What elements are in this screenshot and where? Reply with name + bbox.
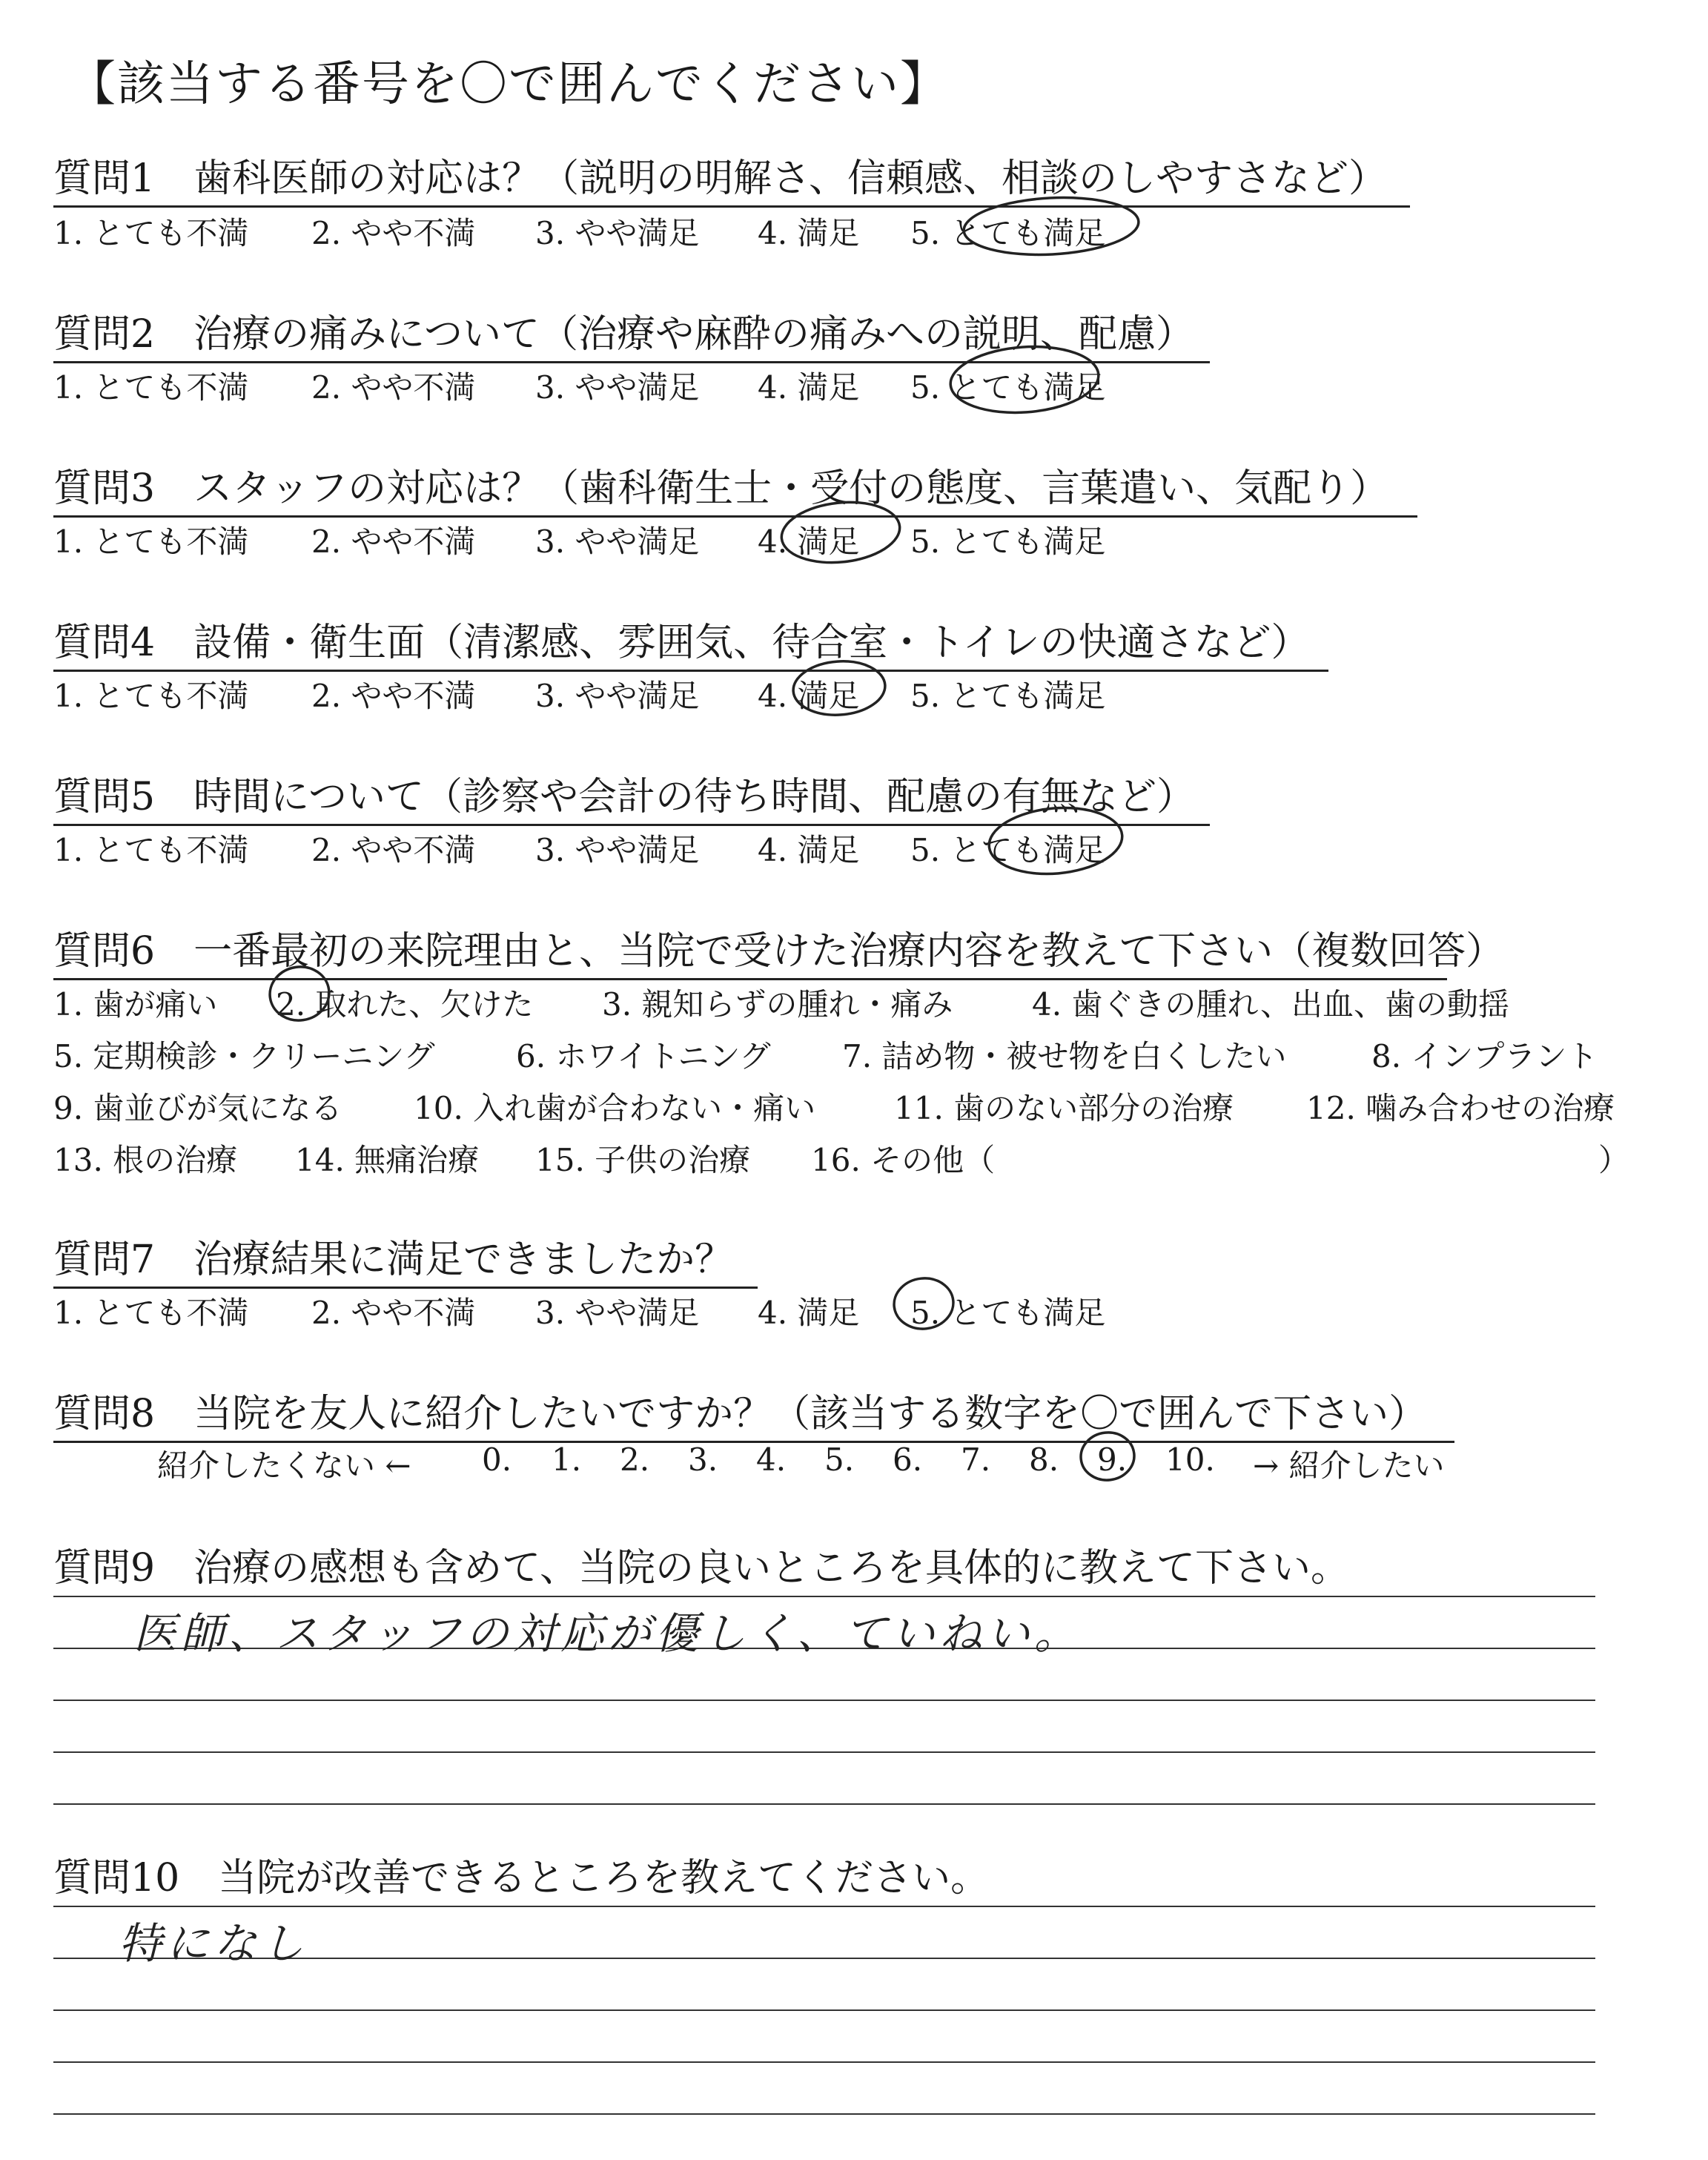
- q4-option-2[interactable]: 2. やや不満: [311, 678, 476, 714]
- q6-option-2[interactable]: 2. 取れた、欠けた: [276, 986, 534, 1023]
- question-3-heading: 質問3 スタッフの対応は？（歯科衛生士・受付の態度、言葉遣い、気配り）: [53, 457, 1417, 518]
- q2-option-2[interactable]: 2. やや不満: [311, 369, 476, 406]
- q6-option-5[interactable]: 5. 定期検診・クリーニング: [53, 1038, 435, 1074]
- q8-scale-3[interactable]: 3.: [688, 1441, 718, 1478]
- form-title: 【該当する番号を〇で囲んでください】: [68, 57, 949, 112]
- q6-option-15[interactable]: 15. 子供の治療: [535, 1142, 751, 1178]
- q2-option-3[interactable]: 3. やや満足: [535, 369, 700, 406]
- q2-option-1[interactable]: 1. とても不満: [53, 369, 249, 406]
- q8-scale-6[interactable]: 6.: [893, 1441, 923, 1478]
- question-5-heading: 質問5 時間について（診察や会計の待ち時間、配慮の有無など）: [53, 765, 1210, 826]
- q1-option-4[interactable]: 4. 満足: [758, 215, 860, 251]
- q6-option-14[interactable]: 14. 無痛治療: [295, 1142, 480, 1178]
- question-4-heading: 質問4 設備・衛生面（清潔感、雰囲気、待合室・トイレの快適さなど）: [53, 611, 1328, 672]
- q6-option-6[interactable]: 6. ホワイトニング: [516, 1038, 771, 1074]
- q8-scale-7[interactable]: 7.: [961, 1441, 991, 1478]
- q6-option-3[interactable]: 3. 親知らずの腫れ・痛み: [602, 986, 953, 1023]
- q7-option-5[interactable]: 5. とても満足: [910, 1295, 1106, 1331]
- question-2-heading: 質問2 治療の痛みについて（治療や麻酔の痛みへの説明、配慮）: [53, 303, 1210, 363]
- q7-selection-circle: [892, 1275, 956, 1332]
- q5-option-1[interactable]: 1. とても不満: [53, 832, 249, 868]
- q4-selection-circle: [792, 658, 887, 718]
- q6-option-13[interactable]: 13. 根の治療: [53, 1142, 238, 1178]
- q6-option-10[interactable]: 10. 入れ歯が合わない・痛い: [414, 1090, 816, 1126]
- q8-right-label: → 紹介したい: [1253, 1447, 1445, 1484]
- q3-selection-circle: [778, 497, 902, 568]
- q4-option-1[interactable]: 1. とても不満: [53, 678, 249, 714]
- q7-option-2[interactable]: 2. やや不満: [311, 1295, 476, 1331]
- q6-selection-circle: [266, 963, 332, 1024]
- q3-option-3[interactable]: 3. やや満足: [535, 524, 700, 560]
- q6-option-4[interactable]: 4. 歯ぐきの腫れ、出血、歯の動揺: [1032, 986, 1509, 1023]
- q2-selection-circle: [948, 342, 1101, 417]
- q8-scale-0[interactable]: 0.: [482, 1441, 512, 1478]
- q4-option-5[interactable]: 5. とても満足: [910, 678, 1106, 714]
- question-7-heading: 質問7 治療結果に満足できましたか？: [53, 1228, 758, 1289]
- q6-other-close-paren: ）: [1598, 1142, 1630, 1178]
- question-1-heading: 質問1 歯科医師の対応は？（説明の明解さ、信頼感、相談のしやすさなど）: [53, 147, 1410, 208]
- q6-option-9[interactable]: 9. 歯並びが気になる: [53, 1090, 342, 1126]
- q8-selection-circle: [1079, 1430, 1136, 1482]
- question-8-heading: 質問8 当院を友人に紹介したいですか？（該当する数字を〇で囲んで下さい）: [53, 1382, 1454, 1443]
- question-9-heading: 質問9 治療の感想も含めて、当院の良いところを具体的に教えて下さい。: [53, 1546, 1350, 1591]
- q5-option-4[interactable]: 4. 満足: [758, 832, 860, 868]
- q8-scale-9[interactable]: 9.: [1097, 1441, 1128, 1478]
- q6-option-12[interactable]: 12. 噛み合わせの治療: [1306, 1090, 1615, 1126]
- question-6-heading: 質問6 一番最初の来院理由と、当院で受けた治療内容を教えて下さい（複数回答）: [53, 919, 1447, 980]
- q5-option-5[interactable]: 5. とても満足: [910, 832, 1106, 868]
- q6-option-1[interactable]: 1. 歯が痛い: [53, 986, 218, 1023]
- q1-selection-circle: [962, 194, 1140, 259]
- q6-option-16[interactable]: 16. その他（: [811, 1142, 996, 1178]
- question-10-heading: 質問10 当院が改善できるところを教えてください。: [53, 1856, 990, 1900]
- q1-option-1[interactable]: 1. とても不満: [53, 215, 249, 251]
- q2-option-4[interactable]: 4. 満足: [758, 369, 860, 406]
- q5-option-2[interactable]: 2. やや不満: [311, 832, 476, 868]
- q3-option-1[interactable]: 1. とても不満: [53, 524, 249, 560]
- q6-option-11[interactable]: 11. 歯のない部分の治療: [894, 1090, 1234, 1126]
- q8-scale-4[interactable]: 4.: [756, 1441, 787, 1478]
- q8-scale-1[interactable]: 1.: [552, 1441, 582, 1478]
- q7-option-3[interactable]: 3. やや満足: [535, 1295, 700, 1331]
- q1-option-3[interactable]: 3. やや満足: [535, 215, 700, 251]
- question-10-answer[interactable]: 特になし: [119, 1918, 309, 1969]
- q8-scale-2[interactable]: 2.: [620, 1441, 650, 1478]
- q2-option-5[interactable]: 5. とても満足: [910, 369, 1106, 406]
- q1-option-5[interactable]: 5. とても満足: [910, 215, 1106, 251]
- question-9-answer[interactable]: 医師、スタッフの対応が優しく、ていねい。: [133, 1608, 1082, 1659]
- q5-selection-circle: [987, 802, 1125, 879]
- q3-option-5[interactable]: 5. とても満足: [910, 524, 1106, 560]
- q4-option-4[interactable]: 4. 満足: [758, 678, 860, 714]
- q8-left-label: 紹介したくない ←: [157, 1447, 411, 1484]
- q6-option-7[interactable]: 7. 詰め物・被せ物を白くしたい: [842, 1038, 1287, 1074]
- q6-option-8[interactable]: 8. インプラント: [1371, 1038, 1598, 1074]
- q1-option-2[interactable]: 2. やや不満: [311, 215, 476, 251]
- q7-option-1[interactable]: 1. とても不満: [53, 1295, 249, 1331]
- q8-scale-10[interactable]: 10.: [1165, 1441, 1215, 1478]
- q8-scale-5[interactable]: 5.: [824, 1441, 855, 1478]
- q3-option-2[interactable]: 2. やや不満: [311, 524, 476, 560]
- q8-scale-8[interactable]: 8.: [1029, 1441, 1059, 1478]
- q5-option-3[interactable]: 3. やや満足: [535, 832, 700, 868]
- q7-option-4[interactable]: 4. 満足: [758, 1295, 860, 1331]
- q4-option-3[interactable]: 3. やや満足: [535, 678, 700, 714]
- q3-option-4[interactable]: 4. 満足: [758, 524, 860, 560]
